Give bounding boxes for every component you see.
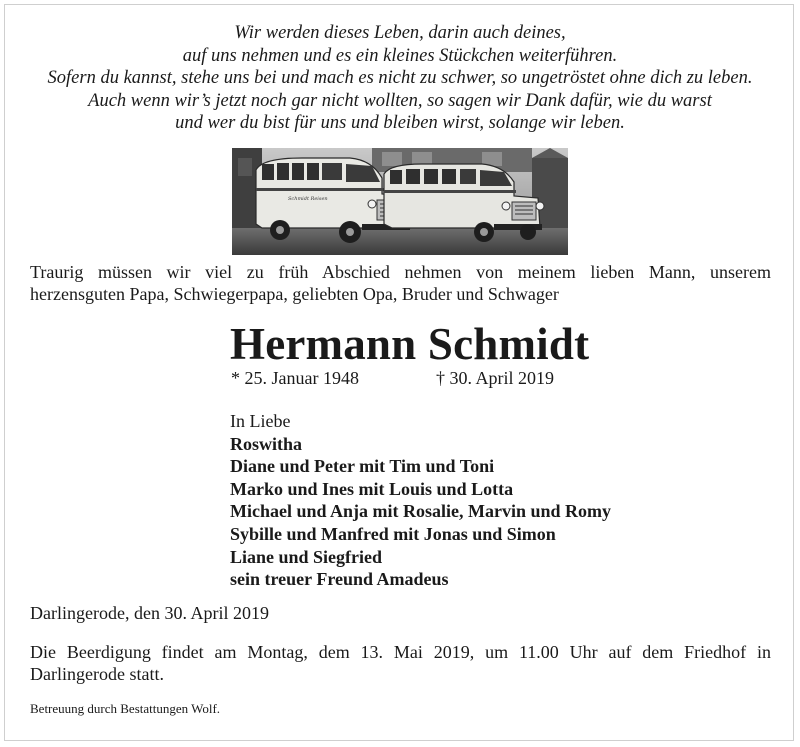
family-member: Sybille und Manfred mit Jonas und Simon <box>230 523 556 544</box>
birth-date: * 25. Januar 1948 <box>231 368 359 388</box>
funeral-line: Darlingerode statt. <box>30 664 164 684</box>
intro-line: herzensguten Papa, Schwiegerpapa, geliebten Opa, Bruder und Schwager <box>30 284 559 304</box>
bus-lettering: Schmidt Reisen <box>288 196 328 202</box>
poem-line: auf uns nehmen und es ein kleines Stückchen weiterführen. <box>182 45 618 66</box>
poem-line: Auch wenn wir’s jetzt noch gar nicht wollten, so sagen wir Dank dafür, wie du warst <box>88 90 712 111</box>
family-member: sein treuer Freund Amadeus <box>230 569 449 590</box>
vintage-buses-photo <box>232 148 568 255</box>
family-list <box>230 410 611 591</box>
family-member: Marko und Ines mit Louis und Lotta <box>230 478 514 499</box>
family-member: Roswitha <box>230 433 303 454</box>
undertaker-note: Betreuung durch Bestattungen Wolf. <box>30 701 221 716</box>
family-member: Michael und Anja mit Rosalie, Marvin und Romy <box>230 501 612 522</box>
place-date: Darlingerode, den 30. April 2019 <box>30 603 269 623</box>
deceased-name: Hermann Schmidt <box>230 319 590 369</box>
funeral-line: Die Beerdigung findet am Montag, dem 13. Mai 2019, um 11.00 Uhr auf dem Friedhof in <box>30 642 771 662</box>
intro-line: Traurig müssen wir viel zu früh Abschied nehmen von meinem lieben Mann, unserem <box>30 262 771 282</box>
funeral-info <box>30 641 771 685</box>
family-member: Liane und Siegfried <box>230 546 383 567</box>
family-intro: In Liebe <box>230 411 291 431</box>
death-date: † 30. April 2019 <box>436 368 555 388</box>
poem-line: Wir werden dieses Leben, darin auch deines, <box>234 23 566 43</box>
poem-line: Sofern du kannst, stehe uns bei und mach es nicht zu schwer, so ungetröstet ohne dich zu leben. <box>47 68 753 88</box>
family-member: Diane und Peter mit Tim und Toni <box>230 456 495 477</box>
intro-text <box>30 261 771 305</box>
poem <box>0 22 800 135</box>
poem-line: und wer du bist für uns und bleiben wirst, solange wir leben. <box>175 113 625 133</box>
